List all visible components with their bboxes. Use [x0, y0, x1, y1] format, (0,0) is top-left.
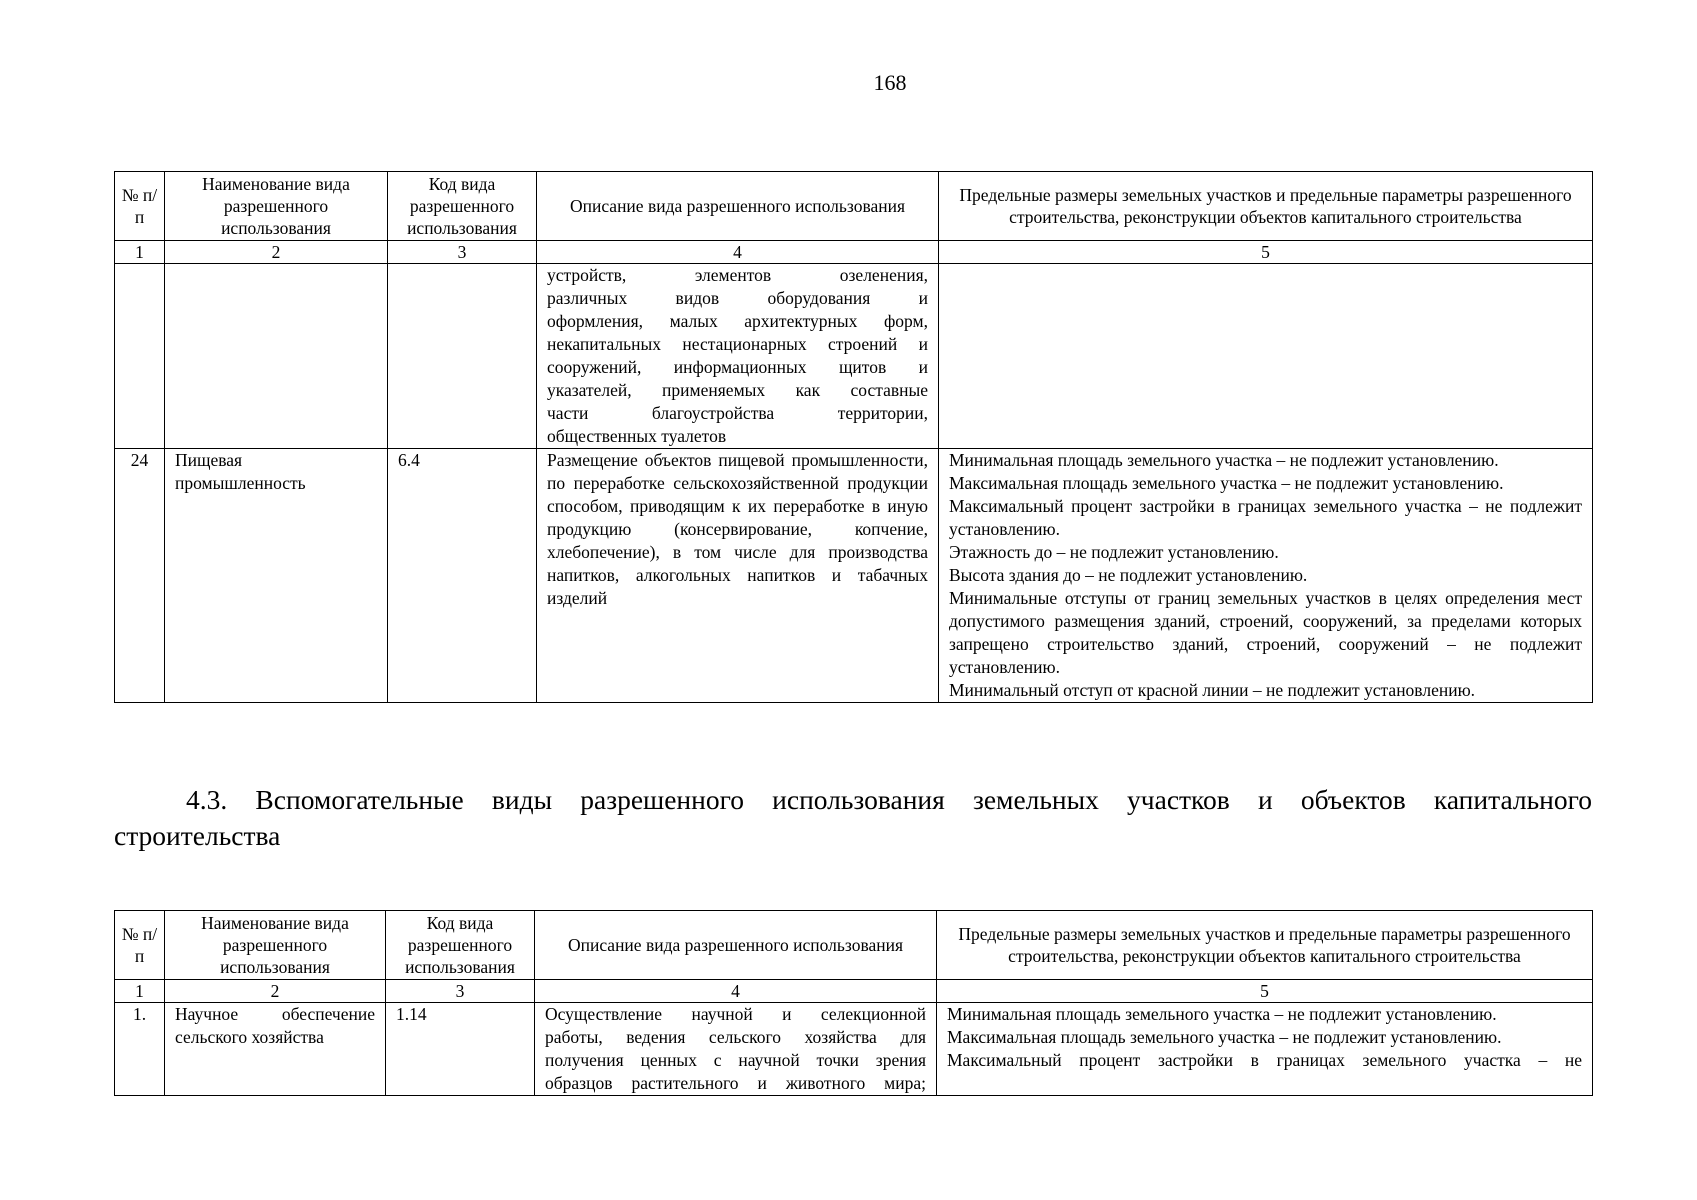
column-number: 5 [937, 980, 1593, 1003]
header-use-code: Код вида разрешенного использования [386, 911, 535, 980]
description-line: Осуществление научной и селекционной [545, 1004, 926, 1024]
param-line: Максимальная площадь земельного участка – не подлежит установлению. [949, 473, 1504, 493]
use-description [535, 1003, 937, 1096]
use-name: Научное обеспечение сельского хозяйства [165, 1003, 386, 1096]
description-line: работы, ведения сельского хозяйства для [545, 1027, 926, 1047]
description-line: сооружений, информационных щитов и [547, 357, 928, 377]
param-line: Минимальная площадь земельного участка – не подлежит установлению. [949, 450, 1499, 470]
row-number: 1. [115, 1003, 165, 1096]
section-heading-line: строительства [114, 820, 281, 851]
use-code: 6.4 [388, 449, 537, 703]
header-number: № п/п [115, 172, 165, 241]
description-line: оформления, малых архитектурных форм, [547, 311, 928, 331]
param-line: Минимальная площадь земельного участка – не подлежит установлению. [947, 1004, 1497, 1024]
table-header-row [115, 172, 1593, 241]
limit-params [939, 449, 1593, 703]
use-code: 1.14 [386, 1003, 535, 1096]
description-line: получения ценных с научной точки зрения [545, 1050, 926, 1070]
header-use-description: Описание вида разрешенного использования [537, 172, 939, 241]
limit-params [937, 1003, 1593, 1096]
param-line: Максимальная площадь земельного участка – не подлежит установлению. [947, 1027, 1502, 1047]
continuation-description [537, 264, 939, 449]
header-number: № п/п [115, 911, 165, 980]
use-name: Пищевая промышленность [165, 449, 388, 703]
header-limit-params: Предельные размеры земельных участков и предельные параметры разрешенного строительства, реконструкции объектов капитального строительства [939, 172, 1593, 241]
column-number: 3 [388, 241, 537, 264]
description-line: образцов растительного и животного мира; [545, 1073, 926, 1093]
section-heading-line: 4.3. Вспомогательные виды разрешенного использования земельных участков и объектов капитального [186, 784, 1592, 815]
param-line: Максимальный процент застройки в границах земельного участка – не подлежит установлению. [949, 496, 1582, 539]
table-row-24 [115, 449, 1593, 703]
description-line: указателей, применяемых как составные [547, 380, 928, 400]
param-line: Этажность до – не подлежит установлению. [949, 542, 1279, 562]
description-line: устройств, элементов озеленения, [547, 265, 928, 285]
param-line: Минимальные отступы от границ земельных участков в целях определения мест допустимого размещения зданий, строений, сооружений, за пределами которых запрещено строительство зданий, строений, сооружений – не подлежит установлению. [949, 588, 1582, 677]
column-number: 4 [537, 241, 939, 264]
column-number: 4 [535, 980, 937, 1003]
description-line: различных видов оборудования и [547, 288, 928, 308]
column-number: 3 [386, 980, 535, 1003]
page-number: 168 [873, 70, 907, 95]
description-line: некапитальных нестационарных строений и [547, 334, 928, 354]
land-use-table-auxiliary [114, 910, 1593, 1096]
description-line: части благоустройства территории, [547, 403, 928, 423]
param-line: Минимальный отступ от красной линии – не подлежит установлению. [949, 680, 1476, 700]
cell-empty [165, 264, 388, 449]
header-use-name: Наименование вида разрешенного использования [165, 172, 388, 241]
column-number-row [115, 980, 1593, 1003]
header-use-description: Описание вида разрешенного использования [535, 911, 937, 980]
table-row-continuation [115, 264, 1593, 449]
section-heading [114, 782, 1592, 854]
column-number: 2 [165, 980, 386, 1003]
column-number: 1 [115, 980, 165, 1003]
param-line: Высота здания до – не подлежит установлению. [949, 565, 1308, 585]
description-line: общественных туалетов [547, 426, 727, 446]
row-number: 24 [115, 449, 165, 703]
cell-empty [388, 264, 537, 449]
column-number: 5 [939, 241, 1593, 264]
column-number-row [115, 241, 1593, 264]
use-description: Размещение объектов пищевой промышленности, по переработке сельскохозяйственной продукции способом, приводящим к их переработке в иную продукцию (консервирование, копчение, хлебопечение), в том числе для производства напитков, алкогольных напитков и табачных изделий [537, 449, 939, 703]
header-limit-params: Предельные размеры земельных участков и предельные параметры разрешенного строительства, реконструкции объектов капитального строительства [937, 911, 1593, 980]
header-use-name: Наименование вида разрешенного использования [165, 911, 386, 980]
table-header-row [115, 911, 1593, 980]
column-number: 2 [165, 241, 388, 264]
land-use-table-main [114, 171, 1593, 703]
cell-empty [939, 264, 1593, 449]
table-row-1 [115, 1003, 1593, 1096]
header-use-code: Код вида разрешенного использования [388, 172, 537, 241]
cell-empty [115, 264, 165, 449]
param-line-cut: Максимальный процент застройки в границах земельного участка – не [947, 1050, 1582, 1070]
column-number: 1 [115, 241, 165, 264]
